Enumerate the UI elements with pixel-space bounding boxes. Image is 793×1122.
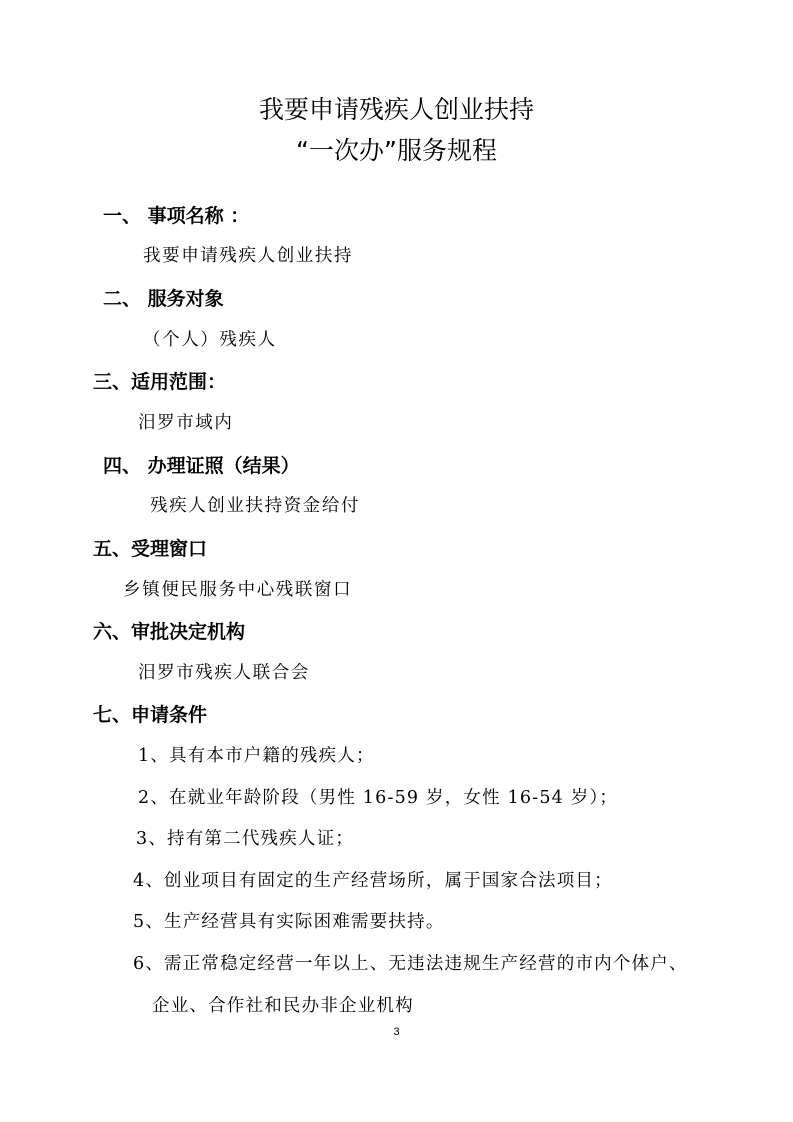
section-heading-item-name: 一、 事项名称 ： (103, 205, 250, 227)
section-content-approval-authority: 汨罗市残疾人联合会 (138, 663, 310, 683)
section-content-scope: 汨罗市域内 (138, 413, 234, 433)
section-heading-service-target: 二、 服务对象 (103, 288, 224, 310)
section-heading-approval-authority: 六、审批决定机构 (93, 621, 246, 643)
document-title-line1: 我要申请残疾人创业扶持 (258, 95, 534, 124)
section-content-item-name: 我要申请残疾人创业扶持 (143, 246, 354, 266)
condition-item: 5、生产经营具有实际困难需要扶持。 (133, 912, 445, 932)
document-title-line2: “一次办”服务规程 (296, 136, 497, 165)
section-heading-result: 四、 办理证照（结果） (103, 455, 300, 477)
condition-item: 1、具有本市户籍的残疾人； (138, 746, 375, 766)
section-content-service-target: （个人）残疾人 (143, 330, 277, 350)
section-heading-scope: 三、适用范围： (93, 371, 227, 393)
condition-item: 6、需正常稳定经营一年以上、无违法违规生产经营的市内个体户、 (133, 954, 688, 974)
condition-item: 3、持有第二代残疾人证； (136, 829, 355, 849)
condition-item: 4、创业项目有固定的生产经营场所，属于国家合法项目； (133, 871, 613, 891)
page-number: 3 (393, 1026, 400, 1038)
condition-item-continuation: 企业、合作社和民办非企业机构 (152, 996, 414, 1016)
section-heading-window: 五、受理窗口 (93, 538, 208, 560)
condition-item: 2、在就业年龄阶段（男性 16-59 岁，女性 16-54 岁）； (138, 788, 619, 808)
section-heading-conditions: 七、申请条件 (93, 704, 208, 726)
section-content-result: 残疾人创业扶持资金给付 (150, 496, 361, 516)
section-content-window: 乡镇便民服务中心残联窗口 (123, 580, 353, 600)
